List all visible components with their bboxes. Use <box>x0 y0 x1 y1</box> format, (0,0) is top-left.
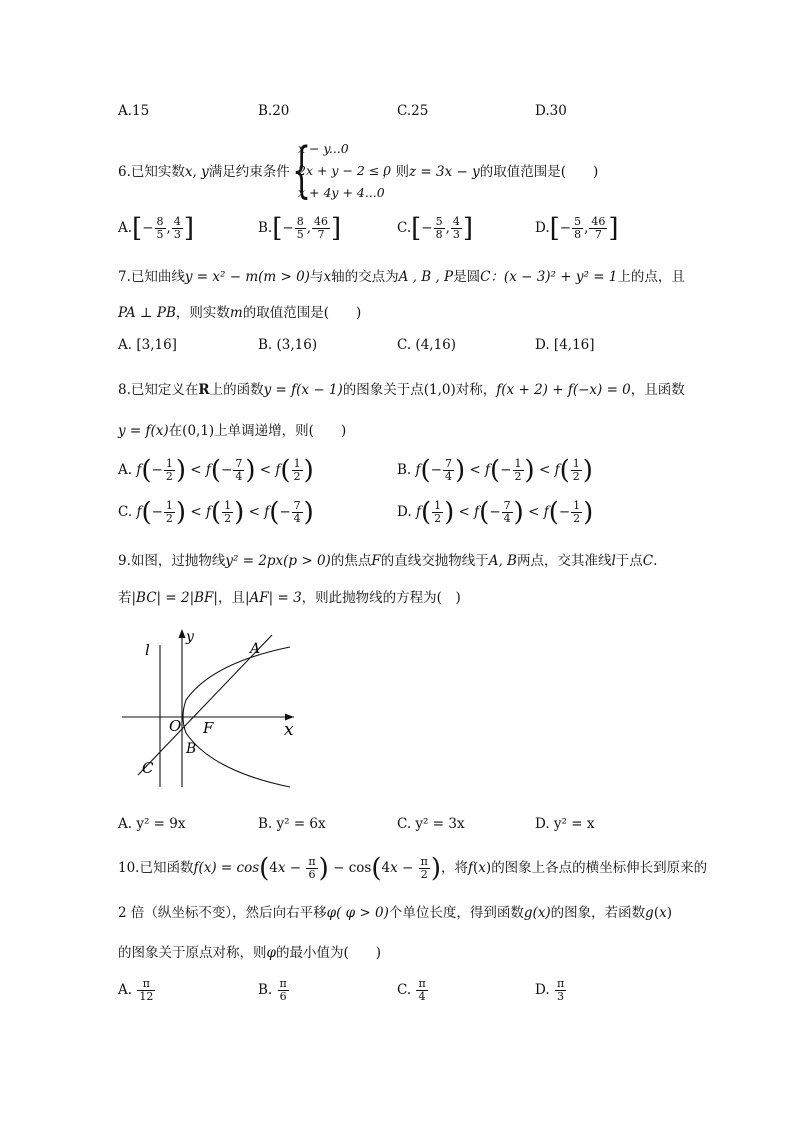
q9-line-1: 9.如图，过抛物线y² = 2px(p > 0)的焦点F的直线交抛物线于A, B两点，交其准线l于点C. <box>118 553 658 569</box>
label-y: y <box>186 629 194 645</box>
label-C: C <box>142 759 154 777</box>
q6-option-a: A.[− $\frac{8}{5}$ , $\frac{4}{3}$ ] <box>118 213 194 244</box>
q8-option-a: A. f(− $\frac{1}{2}$ ) < f(− $\frac{7}{4}$ ) < f( $\frac{1}{2}$ ) <box>118 455 314 486</box>
q6-constraint-system <box>298 138 391 204</box>
label-F: F <box>203 719 214 737</box>
q6-stem-start: 6.已知实数x, y满足约束条件 <box>118 164 290 180</box>
q8-option-b: B. f(− $\frac{7}{4}$ ) < f(− $\frac{1}{2}$ ) < f( $\frac{1}{2}$ ) <box>397 455 593 486</box>
q8-line-2: y = f(x)在(0,1)上单调递增，则( ) <box>118 423 347 439</box>
q9-option-d: D. y² = x <box>535 816 595 832</box>
q10-option-b: B. $\frac{\pi}{6}$ <box>258 977 287 1003</box>
label-O: O <box>169 717 182 735</box>
q7-line-2: PA ⊥ PB，则实数m的取值范围是( ) <box>118 305 362 321</box>
q7-option-c: C. (4,16) <box>397 337 457 353</box>
constraint-1: x − y...0 <box>298 141 349 156</box>
system-brace: { <box>292 135 312 205</box>
q9-line-2: 若|BC| = 2|BF|，且|AF| = 3，则此抛物线的方程为( ) <box>118 590 461 606</box>
q9-option-c: C. y² = 3x <box>397 816 465 832</box>
constraint-3: x + 4y + 4...0 <box>298 185 385 200</box>
q5-option-d: D.30 <box>535 103 567 119</box>
q9-option-a: A. y² = 9x <box>118 816 186 832</box>
q10-line-2: 2 倍（纵坐标不变），然后向右平移φ( φ > 0)个单位长度，得到函数g(x)的图象，若函数g(x) <box>118 905 672 921</box>
q10-line-3: 的图象关于原点对称，则φ的最小值为( ) <box>118 945 381 961</box>
q8-option-d: D. f( $\frac{1}{2}$ ) < f(− $\frac{7}{4}$ ) < f(− $\frac{1}{2}$ ) <box>397 497 594 528</box>
parabola-figure <box>112 625 312 795</box>
q10-line-1: 10.已知函数f(x) = cos(4x − $\frac{\pi}{6}$ ) − cos(4x − $\frac{\pi}{2}$ )，将f(x)的图象上各点的横坐标伸长到原来的 <box>118 853 708 884</box>
q8-line-1: 8.已知定义在R上的函数y = f(x − 1)的图象关于点(1,0)对称，f(x + 2) + f(−x) = 0，且函数 <box>118 382 685 398</box>
label-B: B <box>186 741 197 757</box>
y-axis-arrow <box>179 629 186 638</box>
q8-option-c: C. f(− $\frac{1}{2}$ ) < f( $\frac{1}{2}$ ) < f(− $\frac{7}{4}$ ) <box>118 497 314 528</box>
label-l: l <box>145 641 150 659</box>
q10-option-a: A. $\frac{\pi}{12}$ <box>118 977 154 1003</box>
q10-option-c: C. $\frac{\pi}{4}$ <box>397 977 426 1003</box>
q5-option-c: C.25 <box>397 103 429 119</box>
q9-option-b: B. y² = 6x <box>258 816 326 832</box>
q7-line-1: 7.已知曲线y = x² − m(m > 0)与x轴的交点为A , B , P是圆C：(x − 3)² + y² = 1上的点，且 <box>118 269 685 285</box>
q5-option-b: B.20 <box>258 103 290 119</box>
q7-option-b: B. (3,16) <box>258 337 318 353</box>
q10-option-d: D. $\frac{\pi}{3}$ <box>535 977 565 1003</box>
q6-option-d: D.[− $\frac{5}{8}$ , $\frac{46}{7}$ ] <box>535 213 619 244</box>
q5-option-a: A.15 <box>118 103 150 119</box>
q7-option-a: A. [3,16] <box>118 337 177 353</box>
q6-option-c: C.[− $\frac{5}{8}$ , $\frac{4}{3}$ ] <box>397 213 474 244</box>
q6-stem-end: ，则z = 3x − y的取值范围是( ) <box>382 164 599 180</box>
label-x: x <box>284 720 294 740</box>
q7-option-d: D. [4,16] <box>535 337 595 353</box>
q6-option-b: B.[− $\frac{8}{5}$ , $\frac{46}{7}$ ] <box>258 213 342 244</box>
label-A: A <box>250 641 261 657</box>
constraint-2: 2x + y − 2 ≤ 0 <box>298 163 392 178</box>
